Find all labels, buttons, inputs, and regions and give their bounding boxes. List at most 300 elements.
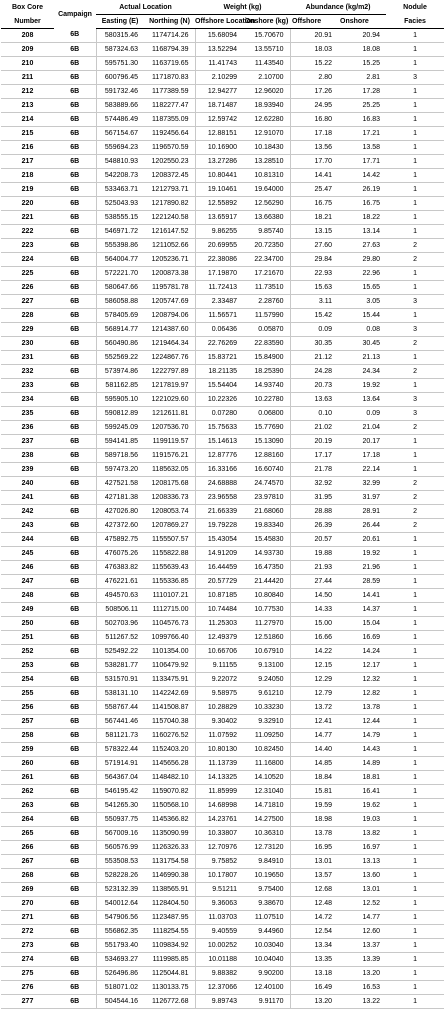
abundance-onshore-cell: 0.08 bbox=[338, 323, 386, 337]
easting-header: Easting (E) bbox=[96, 15, 144, 29]
table-row bbox=[1, 449, 444, 463]
abundance-onshore-cell: 16.41 bbox=[338, 785, 386, 799]
nodule-facies-cell: 1 bbox=[386, 729, 444, 743]
nodule-facies-cell: 1 bbox=[386, 757, 444, 771]
box-core-number-cell: 250 bbox=[1, 617, 54, 631]
campaign-cell: 6B bbox=[54, 421, 96, 435]
box-core-number-cell: 256 bbox=[1, 701, 54, 715]
abundance-onshore-cell: 21.04 bbox=[338, 421, 386, 435]
abundance-onshore-cell: 14.37 bbox=[338, 603, 386, 617]
abundance-onshore-cell: 19.62 bbox=[338, 799, 386, 813]
box-core-number-cell: 225 bbox=[1, 267, 54, 281]
campaign-cell: 6B bbox=[54, 267, 96, 281]
campaign-cell: 6B bbox=[54, 799, 96, 813]
easting-cell: 494570.63 bbox=[96, 589, 144, 603]
nodule-facies-cell: 1 bbox=[386, 981, 444, 995]
offshore-weight-cell: 17.19870 bbox=[195, 267, 243, 281]
northing-cell: 1199119.57 bbox=[144, 435, 195, 449]
northing-cell: 1214387.60 bbox=[144, 323, 195, 337]
table-row bbox=[1, 785, 444, 799]
table-row bbox=[1, 827, 444, 841]
campaign-cell: 6B bbox=[54, 603, 96, 617]
table-row bbox=[1, 645, 444, 659]
easting-cell: 427181.38 bbox=[96, 491, 144, 505]
nodule-facies-cell: 2 bbox=[386, 421, 444, 435]
onshore-weight-cell: 9.91170 bbox=[243, 995, 290, 1009]
offshore-weight-cell: 9.58975 bbox=[195, 687, 243, 701]
abundance-onshore-cell: 20.61 bbox=[338, 533, 386, 547]
abundance-offshore-cell: 12.15 bbox=[290, 659, 338, 673]
nodule-facies-cell: 1 bbox=[386, 533, 444, 547]
abundance-onshore-cell: 19.92 bbox=[338, 379, 386, 393]
table-row bbox=[1, 939, 444, 953]
onshore-weight-cell: 12.62280 bbox=[243, 113, 290, 127]
abundance-offshore-cell: 17.70 bbox=[290, 155, 338, 169]
northing-cell: 1205747.69 bbox=[144, 295, 195, 309]
northing-cell: 1205236.71 bbox=[144, 253, 195, 267]
onshore-weight-cell: 11.07510 bbox=[243, 911, 290, 925]
abundance-offshore-cell: 13.78 bbox=[290, 827, 338, 841]
easting-cell: 547906.56 bbox=[96, 911, 144, 925]
easting-cell: 591732.46 bbox=[96, 85, 144, 99]
nodule-facies-cell: 1 bbox=[386, 897, 444, 911]
easting-cell: 526496.86 bbox=[96, 967, 144, 981]
northing-cell: 1217890.82 bbox=[144, 197, 195, 211]
abundance-offshore-cell: 18.21 bbox=[290, 211, 338, 225]
nodule-facies-cell: 1 bbox=[386, 603, 444, 617]
onshore-weight-cell: 10.18430 bbox=[243, 141, 290, 155]
onshore-weight-cell: 14.71810 bbox=[243, 799, 290, 813]
table-row bbox=[1, 673, 444, 687]
nodule-facies-cell: 2 bbox=[386, 519, 444, 533]
box-core-number-cell: 209 bbox=[1, 43, 54, 57]
offshore-weight-cell: 14.91209 bbox=[195, 547, 243, 561]
table-row bbox=[1, 981, 444, 995]
campaign-cell: 6B bbox=[54, 533, 96, 547]
abundance-onshore-cell: 14.41 bbox=[338, 589, 386, 603]
northing-cell: 1110107.21 bbox=[144, 589, 195, 603]
box-core-number-cell: 240 bbox=[1, 477, 54, 491]
campaign-cell: 6B bbox=[54, 379, 96, 393]
easting-cell: 586058.88 bbox=[96, 295, 144, 309]
campaign-cell: 6B bbox=[54, 673, 96, 687]
offshore-weight-cell: 9.88382 bbox=[195, 967, 243, 981]
northing-cell: 1208372.45 bbox=[144, 169, 195, 183]
nodule-facies-cell: 1 bbox=[386, 701, 444, 715]
box-core-number-cell: 242 bbox=[1, 505, 54, 519]
campaign-cell: 6B bbox=[54, 323, 96, 337]
abundance-onshore-cell: 13.58 bbox=[338, 141, 386, 155]
campaign-cell: 6B bbox=[54, 393, 96, 407]
table-row bbox=[1, 561, 444, 575]
abundance-offshore-cell: 16.49 bbox=[290, 981, 338, 995]
campaign-cell: 6B bbox=[54, 645, 96, 659]
offshore-weight-cell: 15.14613 bbox=[195, 435, 243, 449]
box-core-number-cell: 210 bbox=[1, 57, 54, 71]
box-core-number-cell: 217 bbox=[1, 155, 54, 169]
northing-cell: 1133475.91 bbox=[144, 673, 195, 687]
abundance-offshore-cell: 14.50 bbox=[290, 589, 338, 603]
abundance-onshore-cell: 21.96 bbox=[338, 561, 386, 575]
nodule-facies-cell: 3 bbox=[386, 295, 444, 309]
offshore-weight-cell: 12.70976 bbox=[195, 841, 243, 855]
easting-cell: 552569.22 bbox=[96, 351, 144, 365]
abundance-offshore-cell: 19.88 bbox=[290, 547, 338, 561]
easting-cell: 573974.86 bbox=[96, 365, 144, 379]
table-row bbox=[1, 407, 444, 421]
nodule-facies-cell: 1 bbox=[386, 883, 444, 897]
abundance-offshore-cell: 14.85 bbox=[290, 757, 338, 771]
box-core-number-cell: 233 bbox=[1, 379, 54, 393]
northing-cell: 1187355.09 bbox=[144, 113, 195, 127]
northing-cell: 1131754.58 bbox=[144, 855, 195, 869]
abundance-offshore-cell: 29.84 bbox=[290, 253, 338, 267]
onshore-weight-cell: 23.97810 bbox=[243, 491, 290, 505]
campaign-cell: 6B bbox=[54, 113, 96, 127]
abundance-offshore-cell: 27.44 bbox=[290, 575, 338, 589]
northing-cell: 1221240.58 bbox=[144, 211, 195, 225]
box-core-number-cell: 215 bbox=[1, 127, 54, 141]
nodule-facies-cell: 2 bbox=[386, 491, 444, 505]
offshore-weight-cell: 12.37066 bbox=[195, 981, 243, 995]
abundance-offshore-cell: 20.57 bbox=[290, 533, 338, 547]
campaign-cell: 6B bbox=[54, 99, 96, 113]
abundance-onshore-cell: 18.08 bbox=[338, 43, 386, 57]
table-row bbox=[1, 43, 444, 57]
table-row bbox=[1, 463, 444, 477]
nodule-facies-cell: 1 bbox=[386, 435, 444, 449]
northing-cell: 1217819.97 bbox=[144, 379, 195, 393]
nodule-facies-cell: 1 bbox=[386, 995, 444, 1009]
easting-cell: 560576.99 bbox=[96, 841, 144, 855]
onshore-weight-cell: 9.75400 bbox=[243, 883, 290, 897]
abundance-offshore-cell: 27.60 bbox=[290, 239, 338, 253]
offshore-weight-cell: 9.30402 bbox=[195, 715, 243, 729]
onshore-weight-cell: 11.43540 bbox=[243, 57, 290, 71]
abundance-offshore-cell: 30.35 bbox=[290, 337, 338, 351]
easting-cell: 551793.40 bbox=[96, 939, 144, 953]
nodule-facies-cell: 1 bbox=[386, 309, 444, 323]
northing-cell: 1138565.91 bbox=[144, 883, 195, 897]
onshore-weight-cell: 12.51860 bbox=[243, 631, 290, 645]
onshore-weight-cell: 24.74570 bbox=[243, 477, 290, 491]
offshore-weight-cell: 14.68998 bbox=[195, 799, 243, 813]
campaign-cell: 6B bbox=[54, 701, 96, 715]
onshore-weight-cell: 10.03040 bbox=[243, 939, 290, 953]
northing-cell: 1171870.83 bbox=[144, 71, 195, 85]
abundance-offshore-cell: 16.75 bbox=[290, 197, 338, 211]
onshore-weight-cell: 22.34700 bbox=[243, 253, 290, 267]
abundance-offshore-cell: 21.12 bbox=[290, 351, 338, 365]
campaign-cell: 6B bbox=[54, 785, 96, 799]
easting-cell: 518071.02 bbox=[96, 981, 144, 995]
campaign-cell: 6B bbox=[54, 561, 96, 575]
campaign-cell: 6B bbox=[54, 911, 96, 925]
table-row bbox=[1, 309, 444, 323]
table-row bbox=[1, 855, 444, 869]
onshore-weight-cell: 9.61210 bbox=[243, 687, 290, 701]
abundance-offshore-cell: 3.11 bbox=[290, 295, 338, 309]
abundance-offshore-cell: 13.15 bbox=[290, 225, 338, 239]
offshore-weight-cell: 10.00252 bbox=[195, 939, 243, 953]
campaign-cell: 6B bbox=[54, 127, 96, 141]
table-row bbox=[1, 113, 444, 127]
abundance-header: Abundance (kg/m2) bbox=[290, 0, 386, 15]
onshore-weight-cell: 15.70670 bbox=[243, 29, 290, 43]
campaign-cell: 6B bbox=[54, 183, 96, 197]
weight-header: Weight (kg) bbox=[195, 0, 290, 15]
box-core-number-cell: 220 bbox=[1, 197, 54, 211]
box-core-number-cell: 255 bbox=[1, 687, 54, 701]
onshore-weight-cell: 18.25390 bbox=[243, 365, 290, 379]
northing-cell: 1224867.76 bbox=[144, 351, 195, 365]
abundance-onshore-cell: 26.44 bbox=[338, 519, 386, 533]
abundance-onshore-cell: 13.20 bbox=[338, 967, 386, 981]
abundance-offshore-cell: 14.33 bbox=[290, 603, 338, 617]
abundance-offshore-header: Offshore bbox=[290, 15, 338, 29]
onshore-weight-header: Onshore (kg) bbox=[243, 15, 290, 29]
nodule-facies-cell: 2 bbox=[386, 365, 444, 379]
offshore-weight-cell: 16.33166 bbox=[195, 463, 243, 477]
campaign-cell: 6B bbox=[54, 169, 96, 183]
nodule-facies-cell: 1 bbox=[386, 127, 444, 141]
abundance-offshore-cell: 13.01 bbox=[290, 855, 338, 869]
box-core-number-cell: 247 bbox=[1, 575, 54, 589]
abundance-onshore-cell: 13.82 bbox=[338, 827, 386, 841]
easting-cell: 581121.73 bbox=[96, 729, 144, 743]
onshore-weight-cell: 12.40100 bbox=[243, 981, 290, 995]
offshore-weight-cell: 9.36063 bbox=[195, 897, 243, 911]
abundance-onshore-cell: 16.75 bbox=[338, 197, 386, 211]
nodule-facies-cell: 1 bbox=[386, 547, 444, 561]
onshore-weight-cell: 19.64000 bbox=[243, 183, 290, 197]
box-core-number-cell: 244 bbox=[1, 533, 54, 547]
abundance-offshore-cell: 21.02 bbox=[290, 421, 338, 435]
table-row bbox=[1, 687, 444, 701]
abundance-onshore-cell: 17.18 bbox=[338, 449, 386, 463]
campaign-cell: 6B bbox=[54, 827, 96, 841]
table-row bbox=[1, 883, 444, 897]
northing-cell: 1168794.39 bbox=[144, 43, 195, 57]
nodule-facies-cell: 3 bbox=[386, 71, 444, 85]
easting-cell: 590812.89 bbox=[96, 407, 144, 421]
campaign-cell: 6B bbox=[54, 407, 96, 421]
abundance-offshore-cell: 15.00 bbox=[290, 617, 338, 631]
abundance-offshore-cell: 20.73 bbox=[290, 379, 338, 393]
table-row bbox=[1, 995, 444, 1009]
onshore-weight-cell: 12.73120 bbox=[243, 841, 290, 855]
northing-cell: 1155507.57 bbox=[144, 533, 195, 547]
offshore-weight-cell: 11.41743 bbox=[195, 57, 243, 71]
table-row bbox=[1, 617, 444, 631]
box-core-number-cell: 221 bbox=[1, 211, 54, 225]
abundance-offshore-cell: 21.78 bbox=[290, 463, 338, 477]
offshore-weight-cell: 12.94277 bbox=[195, 85, 243, 99]
abundance-offshore-cell: 24.95 bbox=[290, 99, 338, 113]
campaign-cell: 6B bbox=[54, 659, 96, 673]
campaign-cell: 6B bbox=[54, 253, 96, 267]
campaign-cell: 6B bbox=[54, 757, 96, 771]
campaign-cell: 6B bbox=[54, 477, 96, 491]
campaign-cell: 6B bbox=[54, 729, 96, 743]
easting-cell: 525043.93 bbox=[96, 197, 144, 211]
onshore-weight-cell: 12.91070 bbox=[243, 127, 290, 141]
campaign-cell: 6B bbox=[54, 519, 96, 533]
abundance-offshore-cell: 16.80 bbox=[290, 113, 338, 127]
table-row bbox=[1, 869, 444, 883]
onshore-weight-cell: 15.77690 bbox=[243, 421, 290, 435]
table-row bbox=[1, 715, 444, 729]
onshore-weight-cell: 9.13100 bbox=[243, 659, 290, 673]
onshore-weight-cell: 20.72350 bbox=[243, 239, 290, 253]
abundance-onshore-cell: 12.52 bbox=[338, 897, 386, 911]
nodule-facies-cell: 1 bbox=[386, 169, 444, 183]
abundance-onshore-cell: 15.25 bbox=[338, 57, 386, 71]
onshore-weight-cell: 10.19650 bbox=[243, 869, 290, 883]
nodule-facies-cell: 1 bbox=[386, 225, 444, 239]
abundance-offshore-cell: 0.09 bbox=[290, 323, 338, 337]
easting-cell: 542208.73 bbox=[96, 169, 144, 183]
abundance-offshore-cell: 12.48 bbox=[290, 897, 338, 911]
abundance-offshore-cell: 13.72 bbox=[290, 701, 338, 715]
northing-cell: 1155336.85 bbox=[144, 575, 195, 589]
northing-cell: 1160276.52 bbox=[144, 729, 195, 743]
easting-cell: 534693.27 bbox=[96, 953, 144, 967]
northing-cell: 1126326.33 bbox=[144, 841, 195, 855]
easting-cell: 511267.52 bbox=[96, 631, 144, 645]
onshore-weight-cell: 10.22780 bbox=[243, 393, 290, 407]
campaign-cell: 6B bbox=[54, 589, 96, 603]
easting-cell: 427372.60 bbox=[96, 519, 144, 533]
northing-cell: 1123487.95 bbox=[144, 911, 195, 925]
abundance-onshore-cell: 20.17 bbox=[338, 435, 386, 449]
abundance-offshore-cell: 20.91 bbox=[290, 29, 338, 43]
offshore-weight-cell: 11.25303 bbox=[195, 617, 243, 631]
abundance-offshore-cell: 12.29 bbox=[290, 673, 338, 687]
nodule-facies-cell: 1 bbox=[386, 841, 444, 855]
onshore-weight-cell: 0.05870 bbox=[243, 323, 290, 337]
abundance-onshore-cell: 13.37 bbox=[338, 939, 386, 953]
table-row bbox=[1, 183, 444, 197]
northing-cell: 1125044.81 bbox=[144, 967, 195, 981]
onshore-weight-cell: 2.10700 bbox=[243, 71, 290, 85]
onshore-weight-cell: 9.24050 bbox=[243, 673, 290, 687]
campaign-cell: 6B bbox=[54, 547, 96, 561]
offshore-weight-cell: 10.87185 bbox=[195, 589, 243, 603]
nodule-facies-cell: 1 bbox=[386, 743, 444, 757]
abundance-onshore-cell: 13.78 bbox=[338, 701, 386, 715]
abundance-onshore-cell: 12.60 bbox=[338, 925, 386, 939]
easting-cell: 550937.75 bbox=[96, 813, 144, 827]
table-row bbox=[1, 197, 444, 211]
box-core-number-cell: 243 bbox=[1, 519, 54, 533]
onshore-weight-cell: 9.38670 bbox=[243, 897, 290, 911]
nodule-facies-cell: 1 bbox=[386, 785, 444, 799]
abundance-onshore-cell: 18.81 bbox=[338, 771, 386, 785]
campaign-cell: 6B bbox=[54, 953, 96, 967]
northing-cell: 1208794.06 bbox=[144, 309, 195, 323]
table-row bbox=[1, 547, 444, 561]
offshore-weight-cell: 10.80441 bbox=[195, 169, 243, 183]
box-core-number-cell: 272 bbox=[1, 925, 54, 939]
campaign-cell: 6B bbox=[54, 771, 96, 785]
nodule-facies-cell: 1 bbox=[386, 463, 444, 477]
table-row bbox=[1, 841, 444, 855]
box-core-number-cell: 237 bbox=[1, 435, 54, 449]
table-row bbox=[1, 743, 444, 757]
easting-cell: 578405.69 bbox=[96, 309, 144, 323]
nodule-facies-cell: 3 bbox=[386, 407, 444, 421]
nodule-facies-cell: 2 bbox=[386, 505, 444, 519]
nodule-facies-cell: 1 bbox=[386, 953, 444, 967]
abundance-onshore-cell: 14.77 bbox=[338, 911, 386, 925]
northing-cell: 1212793.71 bbox=[144, 183, 195, 197]
onshore-weight-cell: 10.82450 bbox=[243, 743, 290, 757]
box-core-number-cell: 271 bbox=[1, 911, 54, 925]
table-row bbox=[1, 127, 444, 141]
easting-cell: 502703.96 bbox=[96, 617, 144, 631]
northing-cell: 1192456.64 bbox=[144, 127, 195, 141]
offshore-weight-cell: 10.74484 bbox=[195, 603, 243, 617]
easting-cell: 560490.86 bbox=[96, 337, 144, 351]
nodule-facies-cell: 1 bbox=[386, 141, 444, 155]
table-row bbox=[1, 323, 444, 337]
box-core-number-cell: 228 bbox=[1, 309, 54, 323]
box-core-number-cell: 270 bbox=[1, 897, 54, 911]
box-core-number-cell: 241 bbox=[1, 491, 54, 505]
onshore-weight-cell: 9.32910 bbox=[243, 715, 290, 729]
onshore-weight-cell: 10.80840 bbox=[243, 589, 290, 603]
offshore-weight-cell: 9.22072 bbox=[195, 673, 243, 687]
easting-cell: 555398.86 bbox=[96, 239, 144, 253]
table-row bbox=[1, 421, 444, 435]
nodule-facies-cell: 1 bbox=[386, 379, 444, 393]
box-core-number-cell: 211 bbox=[1, 71, 54, 85]
table-row bbox=[1, 351, 444, 365]
nodule-facies-cell: 1 bbox=[386, 673, 444, 687]
table-row bbox=[1, 71, 444, 85]
box-core-data-table bbox=[1, 0, 444, 1009]
abundance-onshore-cell: 15.65 bbox=[338, 281, 386, 295]
nodule-facies-cell: 1 bbox=[386, 449, 444, 463]
nodule-header-line2: Facies bbox=[386, 15, 444, 29]
offshore-weight-cell: 13.27286 bbox=[195, 155, 243, 169]
abundance-onshore-cell: 14.89 bbox=[338, 757, 386, 771]
abundance-onshore-cell: 13.39 bbox=[338, 953, 386, 967]
table-row bbox=[1, 99, 444, 113]
onshore-weight-cell: 2.28760 bbox=[243, 295, 290, 309]
campaign-cell: 6B bbox=[54, 351, 96, 365]
offshore-weight-cell: 18.71487 bbox=[195, 99, 243, 113]
northing-cell: 1142242.69 bbox=[144, 687, 195, 701]
abundance-onshore-cell: 0.09 bbox=[338, 407, 386, 421]
table-row bbox=[1, 757, 444, 771]
offshore-weight-cell: 11.56571 bbox=[195, 309, 243, 323]
abundance-offshore-cell: 12.41 bbox=[290, 715, 338, 729]
northing-cell: 1221029.60 bbox=[144, 393, 195, 407]
offshore-weight-cell: 20.57729 bbox=[195, 575, 243, 589]
nodule-facies-cell: 1 bbox=[386, 29, 444, 43]
nodule-facies-cell: 1 bbox=[386, 575, 444, 589]
northing-header: Northing (N) bbox=[144, 15, 195, 29]
table-row bbox=[1, 239, 444, 253]
easting-cell: 578322.44 bbox=[96, 743, 144, 757]
easting-cell: 538281.77 bbox=[96, 659, 144, 673]
offshore-weight-cell: 24.68888 bbox=[195, 477, 243, 491]
abundance-offshore-cell: 13.18 bbox=[290, 967, 338, 981]
campaign-cell: 6B bbox=[54, 281, 96, 295]
box-core-number-cell: 273 bbox=[1, 939, 54, 953]
